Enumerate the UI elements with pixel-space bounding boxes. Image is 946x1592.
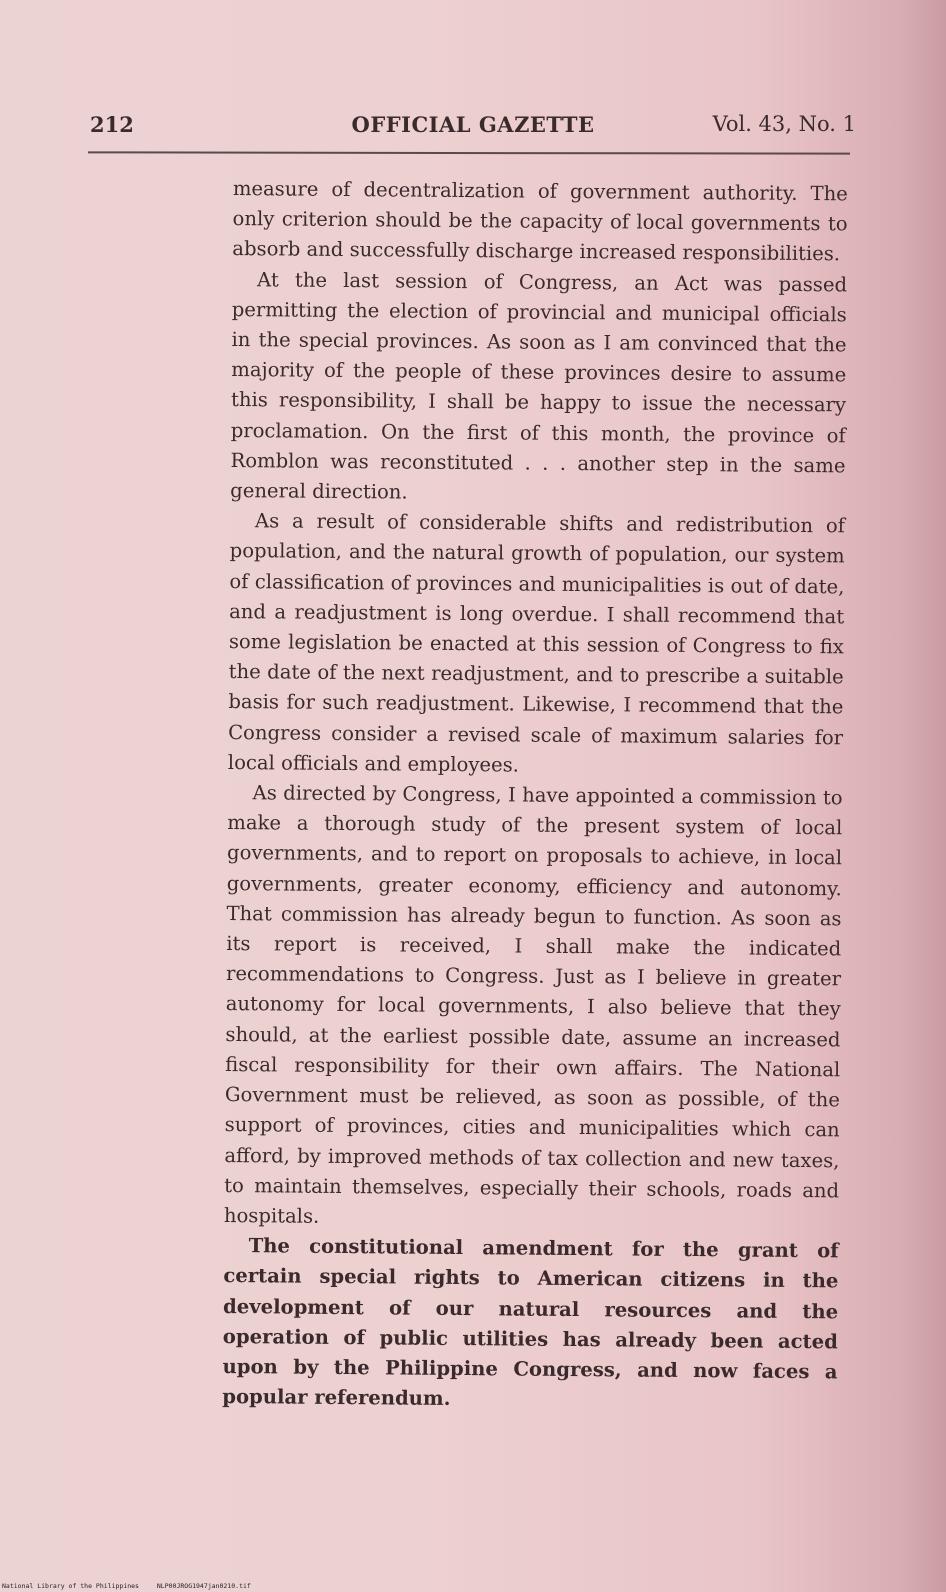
footer-source: National Library of the Philippines [2,1582,139,1590]
paragraph-continued: measure of decentralization of government authority. The only criterion should be the capacity of local governments to absorb and successfully discharge increased responsibilities. [232,176,848,266]
paragraph: At the last session of Congress, an Act was passed permitting the election of provincial and municipal officials in the special provinces. As soon as I am convinced that the majority of the people of these provinces desire to assume this responsibility, I shall be happy to issue the necessary proclamation. On the first of this month, the province of Romblon was reconstituted . . . another step in the same general direction. [230,267,848,504]
body-text [222,174,848,1418]
volume-number: Vol. 43, No. 1 [712,112,856,136]
footer-filename: NLP00JROG1947jan0210.tif [156,1582,251,1590]
publication-title: OFFICIAL GAZETTE [351,112,595,137]
paragraph: The constitutional amendment for the grant of certain special rights to American citizens in the development of our natural resources and the operation of public utilities has already been acted upon by the Philippine Congress, and now faces a popular referendum. [222,1234,839,1411]
page-number: 212 [90,112,134,137]
paragraph: As directed by Congress, I have appointed a commission to make a thorough study of the present system of local governments, and to report on proposals to achieve, in local governments, greater economy, efficiency and autonomy. That commission has already begun to function. As soon as its report is received, I shall make the indicated recommendations to Congress. Just as I believe in greater autonomy for local governments, I also believe that they should, at the earliest possible date, assume an increased fiscal responsibility for their own affairs. The National Government must be relieved, as soon as possible, of the support of provinces, cities and municipalities which can afford, by improved methods of tax collection and new taxes, to maintain themselves, especially their schools, roads and hospitals. [223,781,843,1228]
paragraph: As a result of considerable shifts and redistribution of population, and the natural growth of population, our system of classification of provinces and municipalities is out of date, and a readjustment is long overdue. I shall recommend that some legislation be enacted at this session of Congress to fix the date of the next readjustment, and to prescribe a suitable basis for such readjustment. Likewise, I recommend that the Congress consider a revised scale of maximum salaries for local officials and employees. [227,509,846,777]
header-rule [88,151,850,154]
scan-footer [2,1582,265,1590]
page-header [90,112,856,142]
